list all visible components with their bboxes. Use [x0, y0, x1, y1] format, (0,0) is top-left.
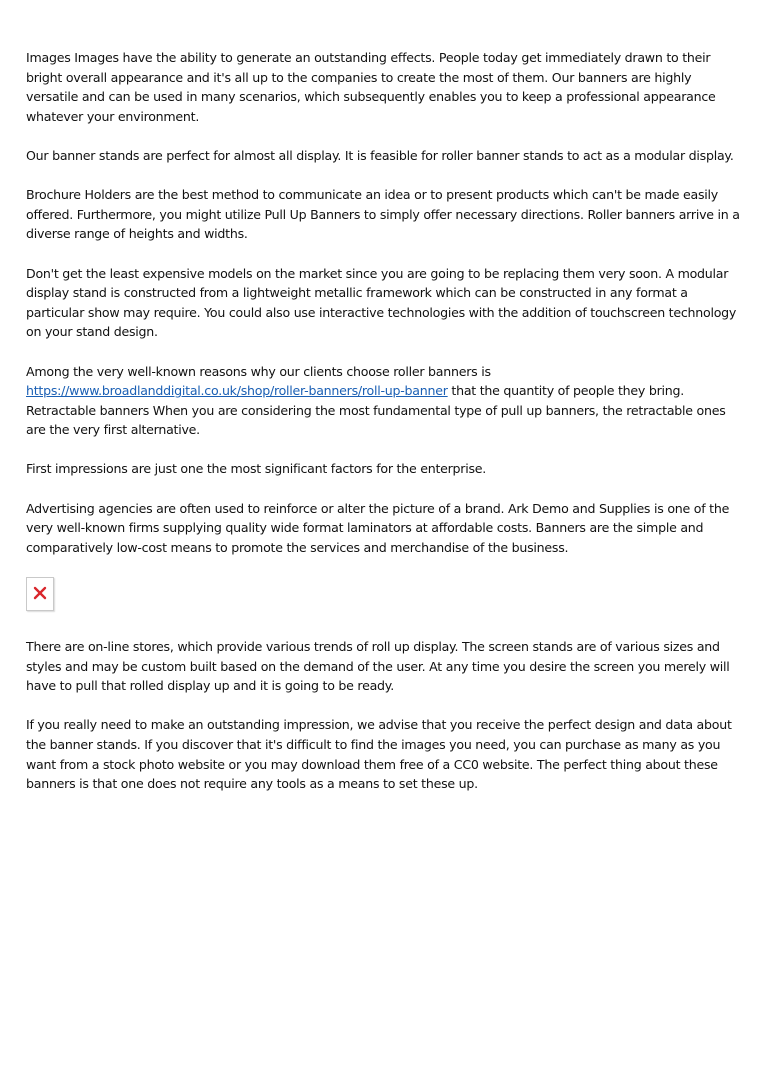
- link-paragraph-after: that the quantity of people they bring. Retractable banners When you are considering the most fundamental type of pull up banners, the retractable ones are the very first alternative.: [26, 383, 726, 438]
- paragraph-brochure-holders: Brochure Holders are the best method to communicate an idea or to present products which can't be made easily offered. Furthermore, you might utilize Pull Up Banners to simply offer necessary directions. Roller banners arrive in a diverse range of heights and widths.: [26, 187, 740, 242]
- link-paragraph-before: Among the very well-known reasons why our clients choose roller banners is: [26, 363, 491, 379]
- paragraph-first-impressions: First impressions are just one the most significant factors for the enterprise.: [26, 461, 487, 477]
- paragraph-modular-display: Don't get the least expensive models on the market since you are going to be replacing them very soon. A modular display stand is constructed from a lightweight metallic framework which can be constructed in any format a particular show may require. You could also use interactive technologies with the addition of touchscreen technology on your stand design.: [26, 265, 737, 340]
- roller-banner-link[interactable]: https://www.broadlanddigital.co.uk/shop/roller-banners/roll-up-banner: [26, 383, 448, 399]
- paragraph-advertising-agencies: Advertising agencies are often used to reinforce or alter the picture of a brand. Ark Demo and Supplies is one of the very well-known firms supplying quality wide format laminators at affordable costs. Banners are the simple and comparatively low-cost means to promote the services and merchandise of the business.: [26, 500, 730, 555]
- paragraph-images: Images Images have the ability to generate an outstanding effects. People today get immediately drawn to their bright overall appearance and it's all up to the companies to create the most of them. Our banners are highly versatile and can be used in many scenarios, which subsequently enables you to keep a professional appearance whatever your environment.: [26, 50, 716, 124]
- paragraph-banner-stands: Our banner stands are perfect for almost all display. It is feasible for roller banner stands to act as a modular display.: [26, 147, 734, 163]
- broken-image-icon: [26, 577, 54, 611]
- paragraph-online-stores: There are on-line stores, which provide various trends of roll up display. The screen stands are of various sizes and styles and may be custom built based on the demand of the user. At any time you desire the screen you merely will have to pull that rolled display up and it is going to be ready.: [26, 639, 730, 694]
- broken-image-x-icon: [33, 586, 47, 600]
- document-page: [26, 48, 746, 813]
- paragraph-roller-banners-link: [26, 362, 746, 440]
- paragraph-outstanding-impression: If you really need to make an outstanding impression, we advise that you receive the perfect design and data about the banner stands. If you discover that it's difficult to find the images you need, you can purchase as many as you want from a stock photo website or you may download them free of a CC0 website. The perfect thing about these banners is that one does not require any tools as a means to set these up.: [26, 717, 732, 792]
